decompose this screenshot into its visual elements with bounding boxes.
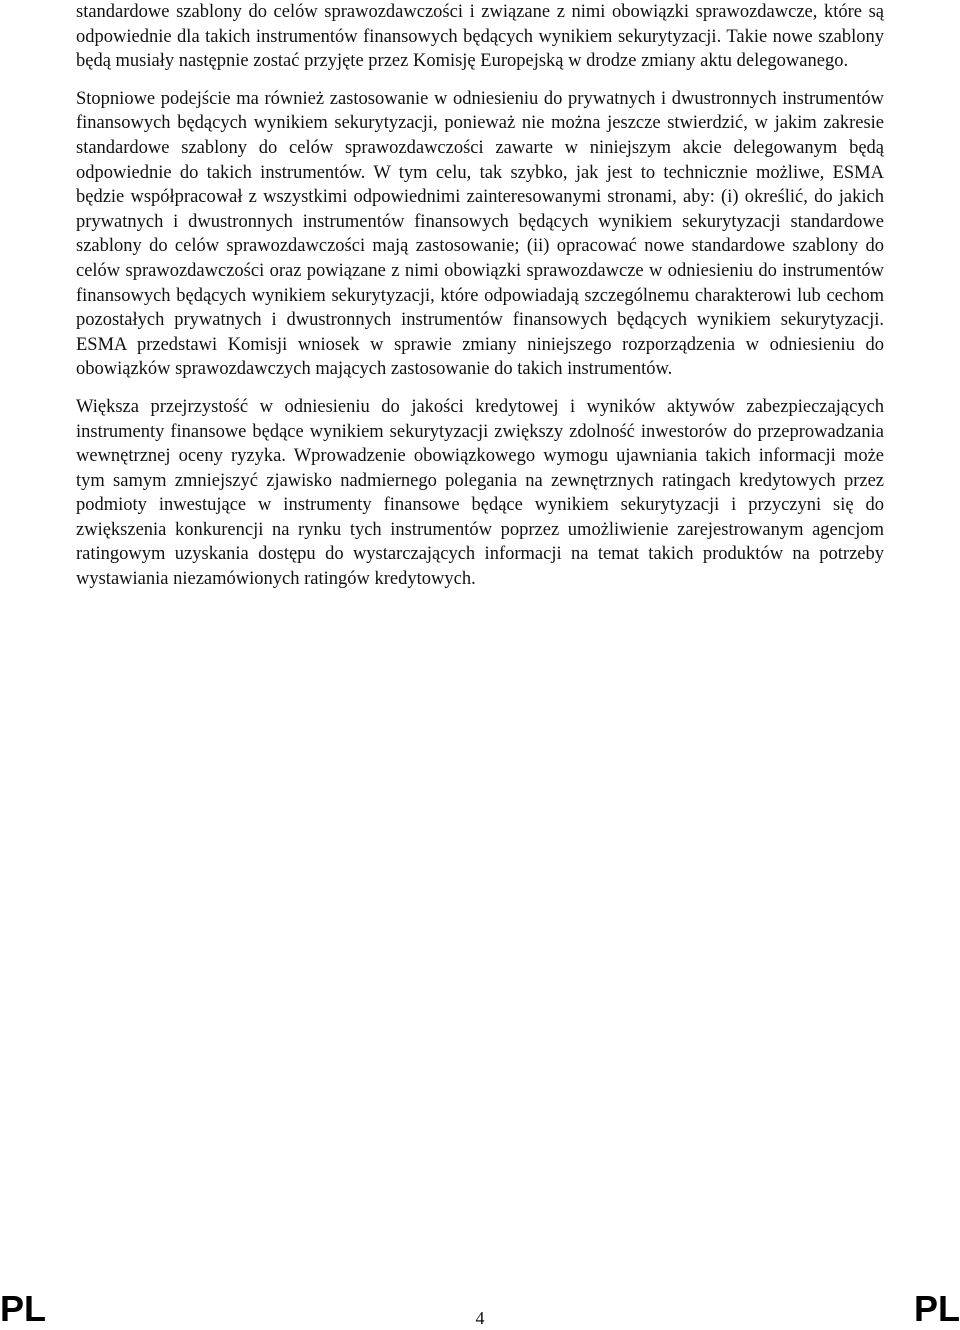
paragraph-3: Większa przejrzystość w odniesieniu do jakości kredytowej i wyników aktywów zabezpieczających instrumenty finansowe będące wynikiem sekurytyzacji zwiększy zdolność inwestorów do przeprowadzania wewnętrznej oceny ryzyka. Wprowadzenie obowiązkowego wymogu ujawniania takich informacji może tym samym zmniejszyć zjawisko nadmiernego polegania na zewnętrznych ratingach kredytowych przez podmioty inwestujące w instrumenty finansowe będące wynikiem sekurytyzacji i przyczyni się do zwiększenia konkurencji na rynku tych instrumentów poprzez umożliwienie zarejestrowanym agencjom ratingowym uzyskania dostępu do wystarczających informacji na temat takich produktów na potrzeby wystawiania niezamówionych ratingów kredytowych. xyxy=(76,396,884,590)
footer-language-left: PL xyxy=(0,1288,47,1329)
footer-language-right: PL xyxy=(913,1288,960,1329)
paragraph-1: standardowe szablony do celów sprawozdawczości i związane z nimi obowiązki sprawozdawcze, które są odpowiednie dla takich instrumentów finansowych będących wynikiem sekurytyzacji. Takie nowe szablony będą musiały następnie zostać przyjęte przez Komisję Europejską w drodze zmiany aktu delegowanego. xyxy=(76,2,884,72)
page-number: 4 xyxy=(475,1308,485,1328)
paragraph-2: Stopniowe podejście ma również zastosowanie w odniesieniu do prywatnych i dwustronnych instrumentów finansowych będących wynikiem sekurytyzacji, ponieważ nie można jeszcze stwierdzić, w jakim zakresie standardowe szablony do celów sprawozdawczości zawarte w niniejszym akcie delegowanym będą odpowiednie do takich instrumentów. W tym celu, tak szybko, jak jest to technicznie możliwe, ESMA będzie współpracował z wszystkimi odpowiednimi zainteresowanymi stronami, aby: (i) określić, do jakich prywatnych i dwustronnych instrumentów finansowych będących wynikiem sekurytyzacji standardowe szablony do celów sprawozdawczości mają zastosowanie; (ii) opracować nowe standardowe szablony do celów sprawozdawczości oraz powiązane z nimi obowiązki sprawozdawcze w odniesieniu do instrumentów finansowych będących wynikiem sekurytyzacji, które odpowiadają szczególnemu charakterowi lub cechom pozostałych prywatnych i dwustronnych instrumentów finansowych będących wynikiem sekurytyzacji. ESMA przedstawi Komisji wniosek w sprawie zmiany niniejszego rozporządzenia w odniesieniu do obowiązków sprawozdawczych mających zastosowanie do takich instrumentów. xyxy=(76,88,884,380)
document-body xyxy=(76,0,884,592)
